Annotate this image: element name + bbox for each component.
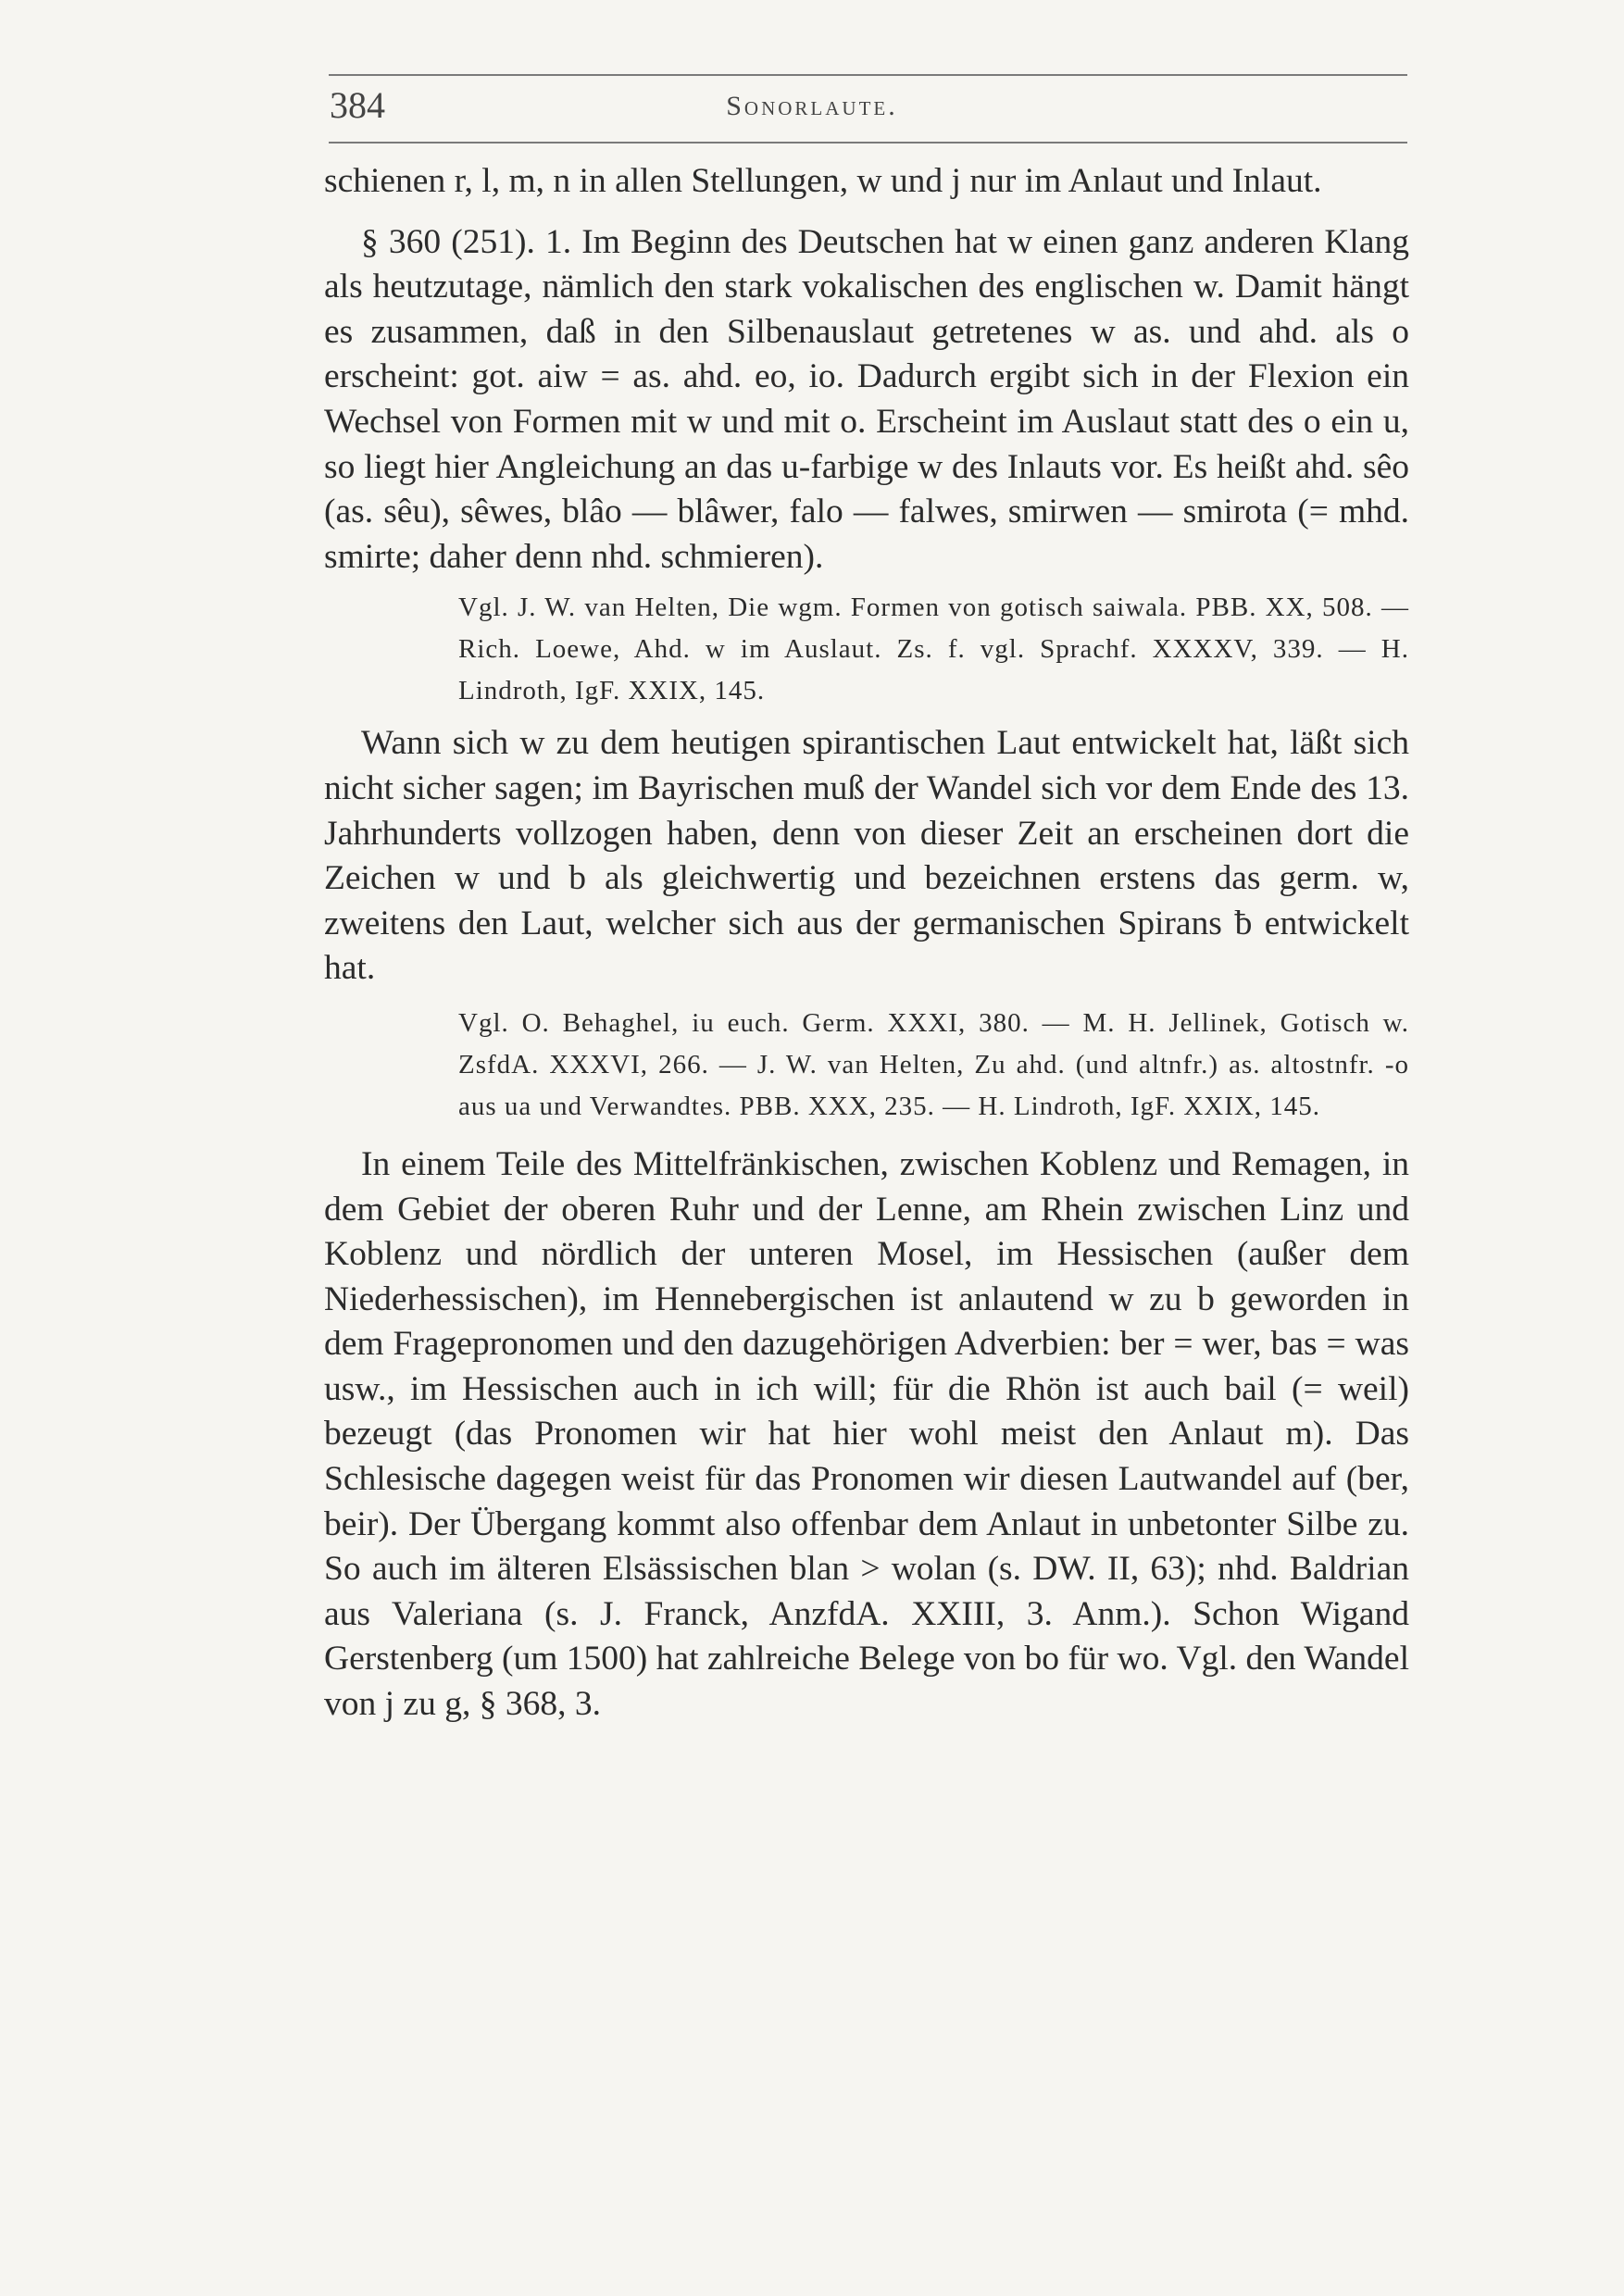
paragraph-mittelfraenkisch: In einem Teile des Mittelfränkischen, zwischen Koblenz und Remagen, in dem Gebiet der oberen Ruhr und der Lenne, am Rhein zwischen Linz und Koblenz und nördlich der unteren Mosel, im Hessischen (außer dem Niederhessischen), im Hennebergischen ist anlautend w zu b geworden in dem Fragepronomen und den dazugehörigen Adverbien: ber = wer, bas = was usw., im Hessischen auch in ich will; für die Rhön ist auch bail (= weil) bezeugt (das Pronomen wir hat hier wohl meist den Anlaut m). Das Schlesische dagegen weist für das Pronomen wir diesen Lautwandel auf (ber, beir). Der Übergang kommt also offenbar dem Anlaut in unbetonter Silbe zu. So auch im älteren Elsässischen blan > wolan (s. DW. II, 63); nhd. Baldrian aus Valeriana (s. J. Franck, AnzfdA. XXIII, 3. Anm.). Schon Wigand Gerstenberg (um 1500) hat zahlreiche Belege von bo für wo. Vgl. den Wandel von j zu g, § 368, 3. [324, 1144, 1409, 1724]
paragraph-continuation: schienen r, l, m, n in allen Stellungen, w und j nur im Anlaut und Inlaut. [324, 162, 1322, 200]
bibliographic-note-2: Vgl. O. Behaghel, iu euch. Germ. XXXI, 380. — M. H. Jellinek, Gotisch w. ZsfdA. XXXVI, 266. — J. W. van Helten, Zu ahd. (und altnfr.) as. altostnfr. -o aus ua und Verwandtes. PBB. XXX, 235. — H. Lindroth, IgF. XXIX, 145. [458, 1007, 1409, 1121]
header-rule-top [329, 74, 1407, 76]
running-title: Sonorlaute. [726, 91, 898, 121]
bibliographic-note-1: Vgl. J. W. van Helten, Die wgm. Formen von gotisch saiwala. PBB. XX, 508. — Rich. Loewe, Ahd. w im Auslaut. Zs. f. vgl. Sprachf. XXXXV, 339. — H. Lindroth, IgF. XXIX, 145. [458, 593, 1409, 706]
paragraph-section-360: § 360 (251). 1. Im Beginn des Deutschen hat w einen ganz anderen Klang als heutzutage, nämlich den stark vokalischen des englischen w. Damit hängt es zusammen, daß in den Silbenauslaut getretenes w as. und ahd. als o erscheint: got. aiw = as. ahd. eo, io. Dadurch ergibt sich in der Flexion ein Wechsel von Formen mit w und mit o. Erscheint im Auslaut statt des o ein u, so liegt hier Angleichung an das u-farbige w des Inlauts vor. Es heißt ahd. sêo (as. sêu), sêwes, blâo — blâwer, falo — falwes, smirwen — smirota (= mhd. smirte; daher denn nhd. schmieren). [324, 222, 1409, 576]
page-content [324, 159, 1409, 1728]
page-number: 384 [330, 84, 385, 126]
paragraph-spirant: Wann sich w zu dem heutigen spirantischen Laut entwickelt hat, läßt sich nicht sicher sagen; im Bayrischen muß der Wandel sich vor dem Ende des 13. Jahrhunderts vollzogen haben, denn von dieser Zeit an erscheinen dort die Zeichen w und b als gleichwertig und bezeichnen erstens das germ. w, zweitens den Laut, welcher sich aus der germanischen Spirans ƀ entwickelt hat. [324, 724, 1409, 988]
header-rule-bottom [329, 142, 1407, 144]
